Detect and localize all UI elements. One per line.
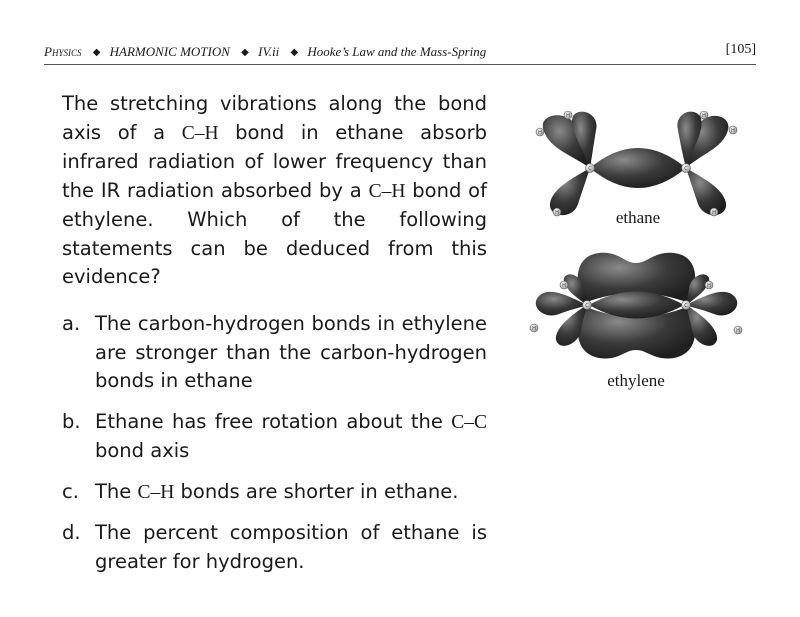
choice-d[interactable] <box>62 519 487 576</box>
bullet-separator: ◆ <box>290 47 299 58</box>
choice-text-part: Ethane has free rotation about the <box>95 409 452 433</box>
choice-text-part: The <box>95 479 138 503</box>
atom-label: H <box>562 283 566 289</box>
question-part: The stretching vibrations along the bond axis of a <box>62 92 487 144</box>
atom-label: H <box>707 283 711 289</box>
choice-text-part: bonds are shorter in ethane. <box>174 479 459 503</box>
ethylene-orbital-diagram <box>524 248 749 393</box>
atom-label: H <box>736 328 740 334</box>
answer-choices <box>62 310 487 588</box>
breadcrumb <box>44 44 492 60</box>
ethylene-caption: ethylene <box>607 371 665 390</box>
chapter-title: Hooke’s Law and the Mass-Spring <box>307 44 487 59</box>
atom-label: H <box>532 326 536 332</box>
bullet-separator: ◆ <box>241 47 249 58</box>
page-header <box>44 42 756 65</box>
choice-letter: b. <box>62 409 81 433</box>
ethane-orbital-diagram <box>528 108 748 233</box>
atom-label: H <box>712 210 716 216</box>
question-part: bond in ethane absorb infrared radiation of lower frequency than the IR radiation absorbed by a <box>62 120 487 202</box>
atom-label: H <box>702 113 706 119</box>
cc-bond-lobe <box>590 148 686 188</box>
choice-b[interactable] <box>62 408 487 466</box>
atom-label: C <box>684 166 688 172</box>
choice-a[interactable] <box>62 310 487 396</box>
subject-label: Physics <box>44 44 82 59</box>
bullet-separator: ◆ <box>92 47 101 58</box>
atom-label: C <box>585 303 589 309</box>
choice-c[interactable] <box>62 478 487 508</box>
choice-text: The carbon-hydrogen bonds in ethylene are stronger than the carbon-hydrogen bonds in ethane <box>95 312 487 392</box>
choice-text <box>95 408 487 466</box>
bond-notation: C–C <box>451 411 487 433</box>
ch-lobe <box>686 168 726 215</box>
choice-text: The percent composition of ethane is greater for hydrogen. <box>95 521 487 573</box>
atom-label: C <box>588 166 592 172</box>
choice-text-part: bond axis <box>95 439 190 462</box>
bond-notation: C–H <box>137 481 175 503</box>
choice-text <box>95 478 487 508</box>
bond-notation: C–H <box>181 122 219 144</box>
choice-letter: c. <box>62 479 79 503</box>
choice-letter: d. <box>62 521 81 544</box>
question-part: bond of ethylene. Which of the following statements can be deduced from this evidence? <box>62 178 487 288</box>
atom-label: H <box>538 130 542 136</box>
section-label: IV.ii <box>258 44 280 59</box>
choice-letter: a. <box>62 312 81 335</box>
bond-notation: C–H <box>368 180 406 202</box>
atom-label: H <box>555 210 559 216</box>
atom-label: C <box>684 303 688 309</box>
ethane-caption: ethane <box>615 208 661 227</box>
topic-label: HARMONIC MOTION <box>109 44 230 59</box>
question-text <box>62 90 487 292</box>
atom-label: H <box>731 128 735 134</box>
page-number: [105] <box>725 42 756 57</box>
atom-label: H <box>566 113 570 119</box>
